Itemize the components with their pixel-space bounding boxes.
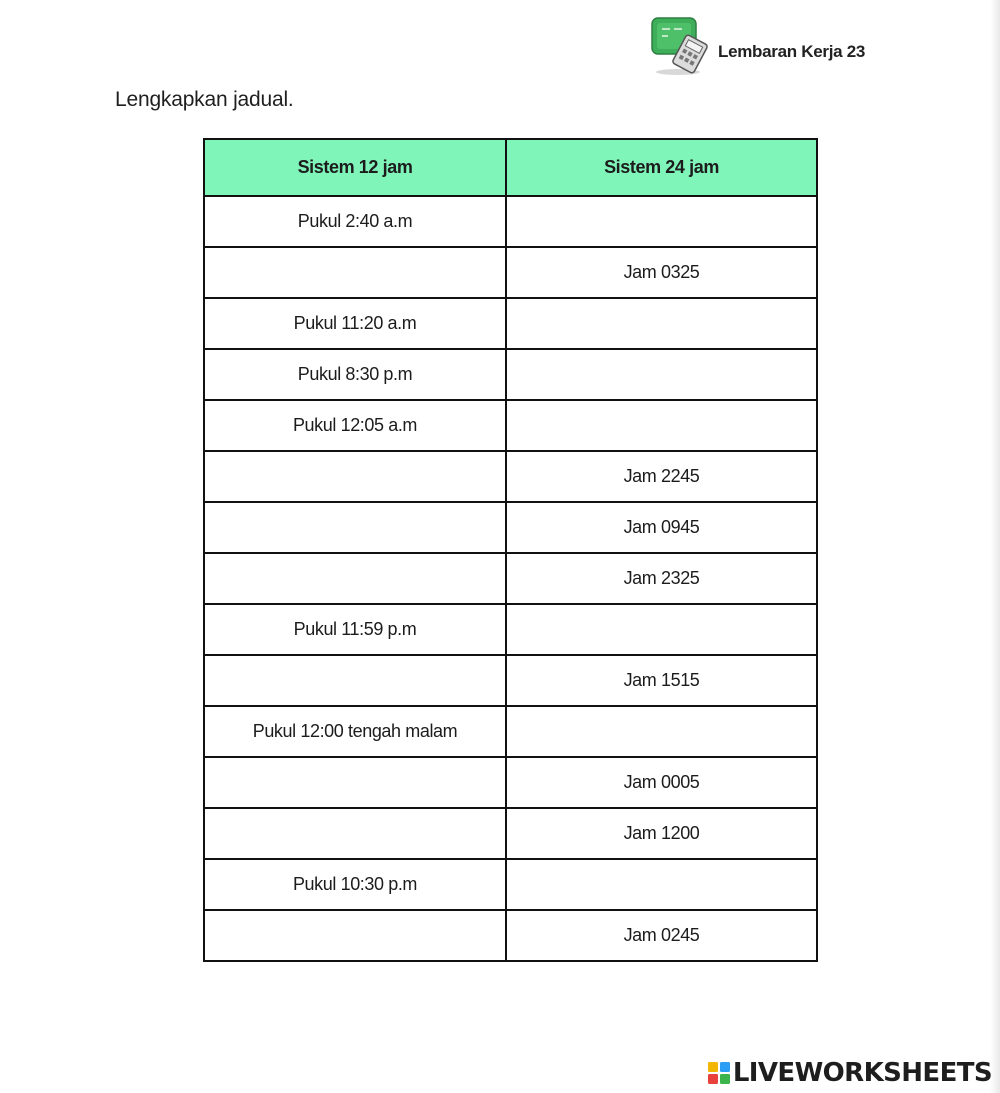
answer-cell-12-hour[interactable] xyxy=(204,808,506,859)
answer-cell-24-hour[interactable] xyxy=(506,349,817,400)
table-row xyxy=(204,910,817,961)
liveworksheets-wordmark: LIVEWORKSHEETS xyxy=(732,1058,992,1088)
answer-cell-12-hour[interactable] xyxy=(204,451,506,502)
liveworksheets-logo-icon xyxy=(708,1062,730,1084)
answer-cell-24-hour[interactable] xyxy=(506,604,817,655)
worksheet-title: Lembaran Kerja 23 xyxy=(718,42,866,61)
answer-cell-12-hour[interactable] xyxy=(204,757,506,808)
table-row xyxy=(204,247,817,298)
cell-12-hour: Pukul 2:40 a.m xyxy=(204,196,506,247)
cell-24-hour: Jam 2245 xyxy=(506,451,817,502)
cell-12-hour: Pukul 8:30 p.m xyxy=(204,349,506,400)
table-row xyxy=(204,655,817,706)
cell-24-hour: Jam 0945 xyxy=(506,502,817,553)
column-header-24-hour: Sistem 24 jam xyxy=(506,139,817,196)
table-row xyxy=(204,400,817,451)
answer-cell-12-hour[interactable] xyxy=(204,655,506,706)
cell-24-hour: Jam 0245 xyxy=(506,910,817,961)
page-edge-shadow xyxy=(990,0,1000,1093)
cell-12-hour: Pukul 12:00 tengah malam xyxy=(204,706,506,757)
cell-12-hour: Pukul 11:59 p.m xyxy=(204,604,506,655)
table-header-row xyxy=(204,139,817,196)
cell-12-hour: Pukul 12:05 a.m xyxy=(204,400,506,451)
table-row xyxy=(204,349,817,400)
cell-24-hour: Jam 1200 xyxy=(506,808,817,859)
cell-24-hour: Jam 0005 xyxy=(506,757,817,808)
cell-12-hour: Pukul 11:20 a.m xyxy=(204,298,506,349)
instruction-text: Lengkapkan jadual. xyxy=(115,88,294,111)
table-row xyxy=(204,808,817,859)
answer-cell-24-hour[interactable] xyxy=(506,400,817,451)
table-row xyxy=(204,859,817,910)
liveworksheets-branding xyxy=(708,1056,992,1090)
table-row xyxy=(204,502,817,553)
table-row xyxy=(204,757,817,808)
cell-24-hour: Jam 0325 xyxy=(506,247,817,298)
table-row xyxy=(204,196,817,247)
answer-cell-12-hour[interactable] xyxy=(204,910,506,961)
table-row xyxy=(204,604,817,655)
answer-cell-24-hour[interactable] xyxy=(506,298,817,349)
calculator-chalkboard-icon xyxy=(648,14,714,76)
cell-24-hour: Jam 2325 xyxy=(506,553,817,604)
table-row xyxy=(204,553,817,604)
column-header-12-hour: Sistem 12 jam xyxy=(204,139,506,196)
answer-cell-24-hour[interactable] xyxy=(506,196,817,247)
answer-cell-12-hour[interactable] xyxy=(204,247,506,298)
cell-24-hour: Jam 1515 xyxy=(506,655,817,706)
answer-cell-24-hour[interactable] xyxy=(506,859,817,910)
table-row xyxy=(204,298,817,349)
table-row xyxy=(204,451,817,502)
table-row xyxy=(204,706,817,757)
worksheet-header xyxy=(648,14,898,76)
time-conversion-table xyxy=(203,138,818,962)
answer-cell-24-hour[interactable] xyxy=(506,706,817,757)
cell-12-hour: Pukul 10:30 p.m xyxy=(204,859,506,910)
answer-cell-12-hour[interactable] xyxy=(204,553,506,604)
answer-cell-12-hour[interactable] xyxy=(204,502,506,553)
